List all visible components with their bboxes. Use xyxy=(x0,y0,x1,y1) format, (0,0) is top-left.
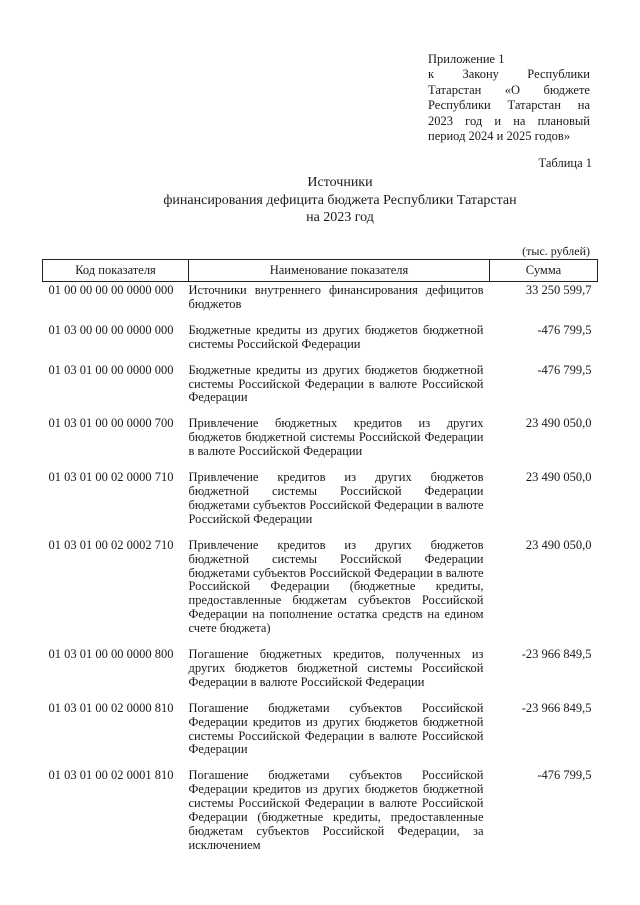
row-code: 01 03 01 00 00 0000 800 xyxy=(48,647,174,662)
table-row xyxy=(43,282,598,324)
title-line-2: финансирования дефицита бюджета Республики Татарстан xyxy=(163,192,517,208)
row-code: 01 03 01 00 00 0000 700 xyxy=(48,416,174,431)
title-line-1: Источники xyxy=(307,175,373,190)
appendix-line: к Закону Республики xyxy=(428,67,590,82)
units-label: (тыс. рублей) xyxy=(522,244,590,258)
row-name: Погашение бюджетами субъектов Российской Федерации кредитов из других бюджетов бюджетной системы Российской Федерации в валюте Российской Федерации xyxy=(188,700,484,757)
appendix-line: период 2024 и 2025 годов» xyxy=(428,129,571,144)
row-code: 01 03 01 00 02 0000 810 xyxy=(48,700,174,715)
table-row xyxy=(43,539,598,648)
row-code: 01 03 00 00 00 0000 000 xyxy=(48,322,174,337)
row-name: Привлечение бюджетных кредитов из других бюджетов бюджетной системы Российской Федерации в валюте Российской Федерации xyxy=(188,416,484,459)
table-row xyxy=(43,702,598,770)
row-amount: 23 490 050,0 xyxy=(525,537,592,552)
header-code: Код показателя xyxy=(43,260,189,282)
row-name: Привлечение кредитов из других бюджетов бюджетной системы Российской Федерации бюджетами субъектов Российской Федерации в валюте Российской Федерации xyxy=(188,470,484,526)
row-amount: 23 490 050,0 xyxy=(525,416,592,431)
appendix-note xyxy=(428,52,590,144)
table-row xyxy=(43,769,598,864)
table-row xyxy=(43,417,598,471)
row-name: Привлечение кредитов из других бюджетов бюджетной системы Российской Федерации бюджетами субъектов Российской Федерации в валюте Российской Федерации (бюджетные кредиты, предоставленные бюджетам субъектов Российской Федерации на пополнение остатка средств на едином счете бюджета) xyxy=(188,537,484,636)
row-name: Бюджетные кредиты из других бюджетов бюджетной системы Российской Федерации xyxy=(188,322,484,351)
row-amount: 33 250 599,7 xyxy=(525,283,592,297)
row-name: Погашение бюджетных кредитов, полученных из других бюджетов бюджетной системы Российской Федерации в валюте Российской Федерации xyxy=(188,647,484,689)
header-amount: Сумма xyxy=(490,260,598,282)
row-code: 01 03 01 00 00 0000 000 xyxy=(48,362,174,377)
appendix-line: 2023 год и на плановый xyxy=(428,113,590,128)
appendix-line: Республики Татарстан на xyxy=(428,98,590,113)
financing-sources-table xyxy=(42,259,598,865)
row-amount: -476 799,5 xyxy=(537,768,592,783)
table-row xyxy=(43,648,598,702)
row-name: Бюджетные кредиты из других бюджетов бюджетной системы Российской Федерации в валюте Российской Федерации xyxy=(188,362,484,405)
row-amount: -23 966 849,5 xyxy=(521,700,592,715)
row-amount: -23 966 849,5 xyxy=(521,647,592,662)
table-row xyxy=(43,324,598,364)
table-row xyxy=(43,364,598,418)
header-name: Наименование показателя xyxy=(189,260,490,282)
row-name: Погашение бюджетами субъектов Российской Федерации кредитов из других бюджетов бюджетной системы Российской Федерации в валюте Российской Федерации (бюджетные кредиты, предоставленные бюджетам субъектов Российской Федерации, за исключением xyxy=(188,768,484,852)
table-number-label: Таблица 1 xyxy=(538,156,592,170)
table-row xyxy=(43,471,598,539)
title-line-3: на 2023 год xyxy=(306,210,374,225)
row-code: 01 03 01 00 02 0000 710 xyxy=(48,470,174,485)
row-name: Источники внутреннего финансирования дефицитов бюджетов xyxy=(188,283,484,311)
appendix-line: Приложение 1 xyxy=(428,52,505,66)
row-code: 01 03 01 00 02 0001 810 xyxy=(48,768,174,783)
row-code: 01 00 00 00 00 0000 000 xyxy=(48,283,174,297)
appendix-line: Татарстан «О бюджете xyxy=(428,82,590,97)
document-title xyxy=(0,174,640,227)
row-amount: -476 799,5 xyxy=(537,322,592,337)
row-code: 01 03 01 00 02 0002 710 xyxy=(48,537,174,552)
table-header-row xyxy=(43,260,598,282)
row-amount: 23 490 050,0 xyxy=(525,470,592,485)
row-amount: -476 799,5 xyxy=(537,362,592,377)
